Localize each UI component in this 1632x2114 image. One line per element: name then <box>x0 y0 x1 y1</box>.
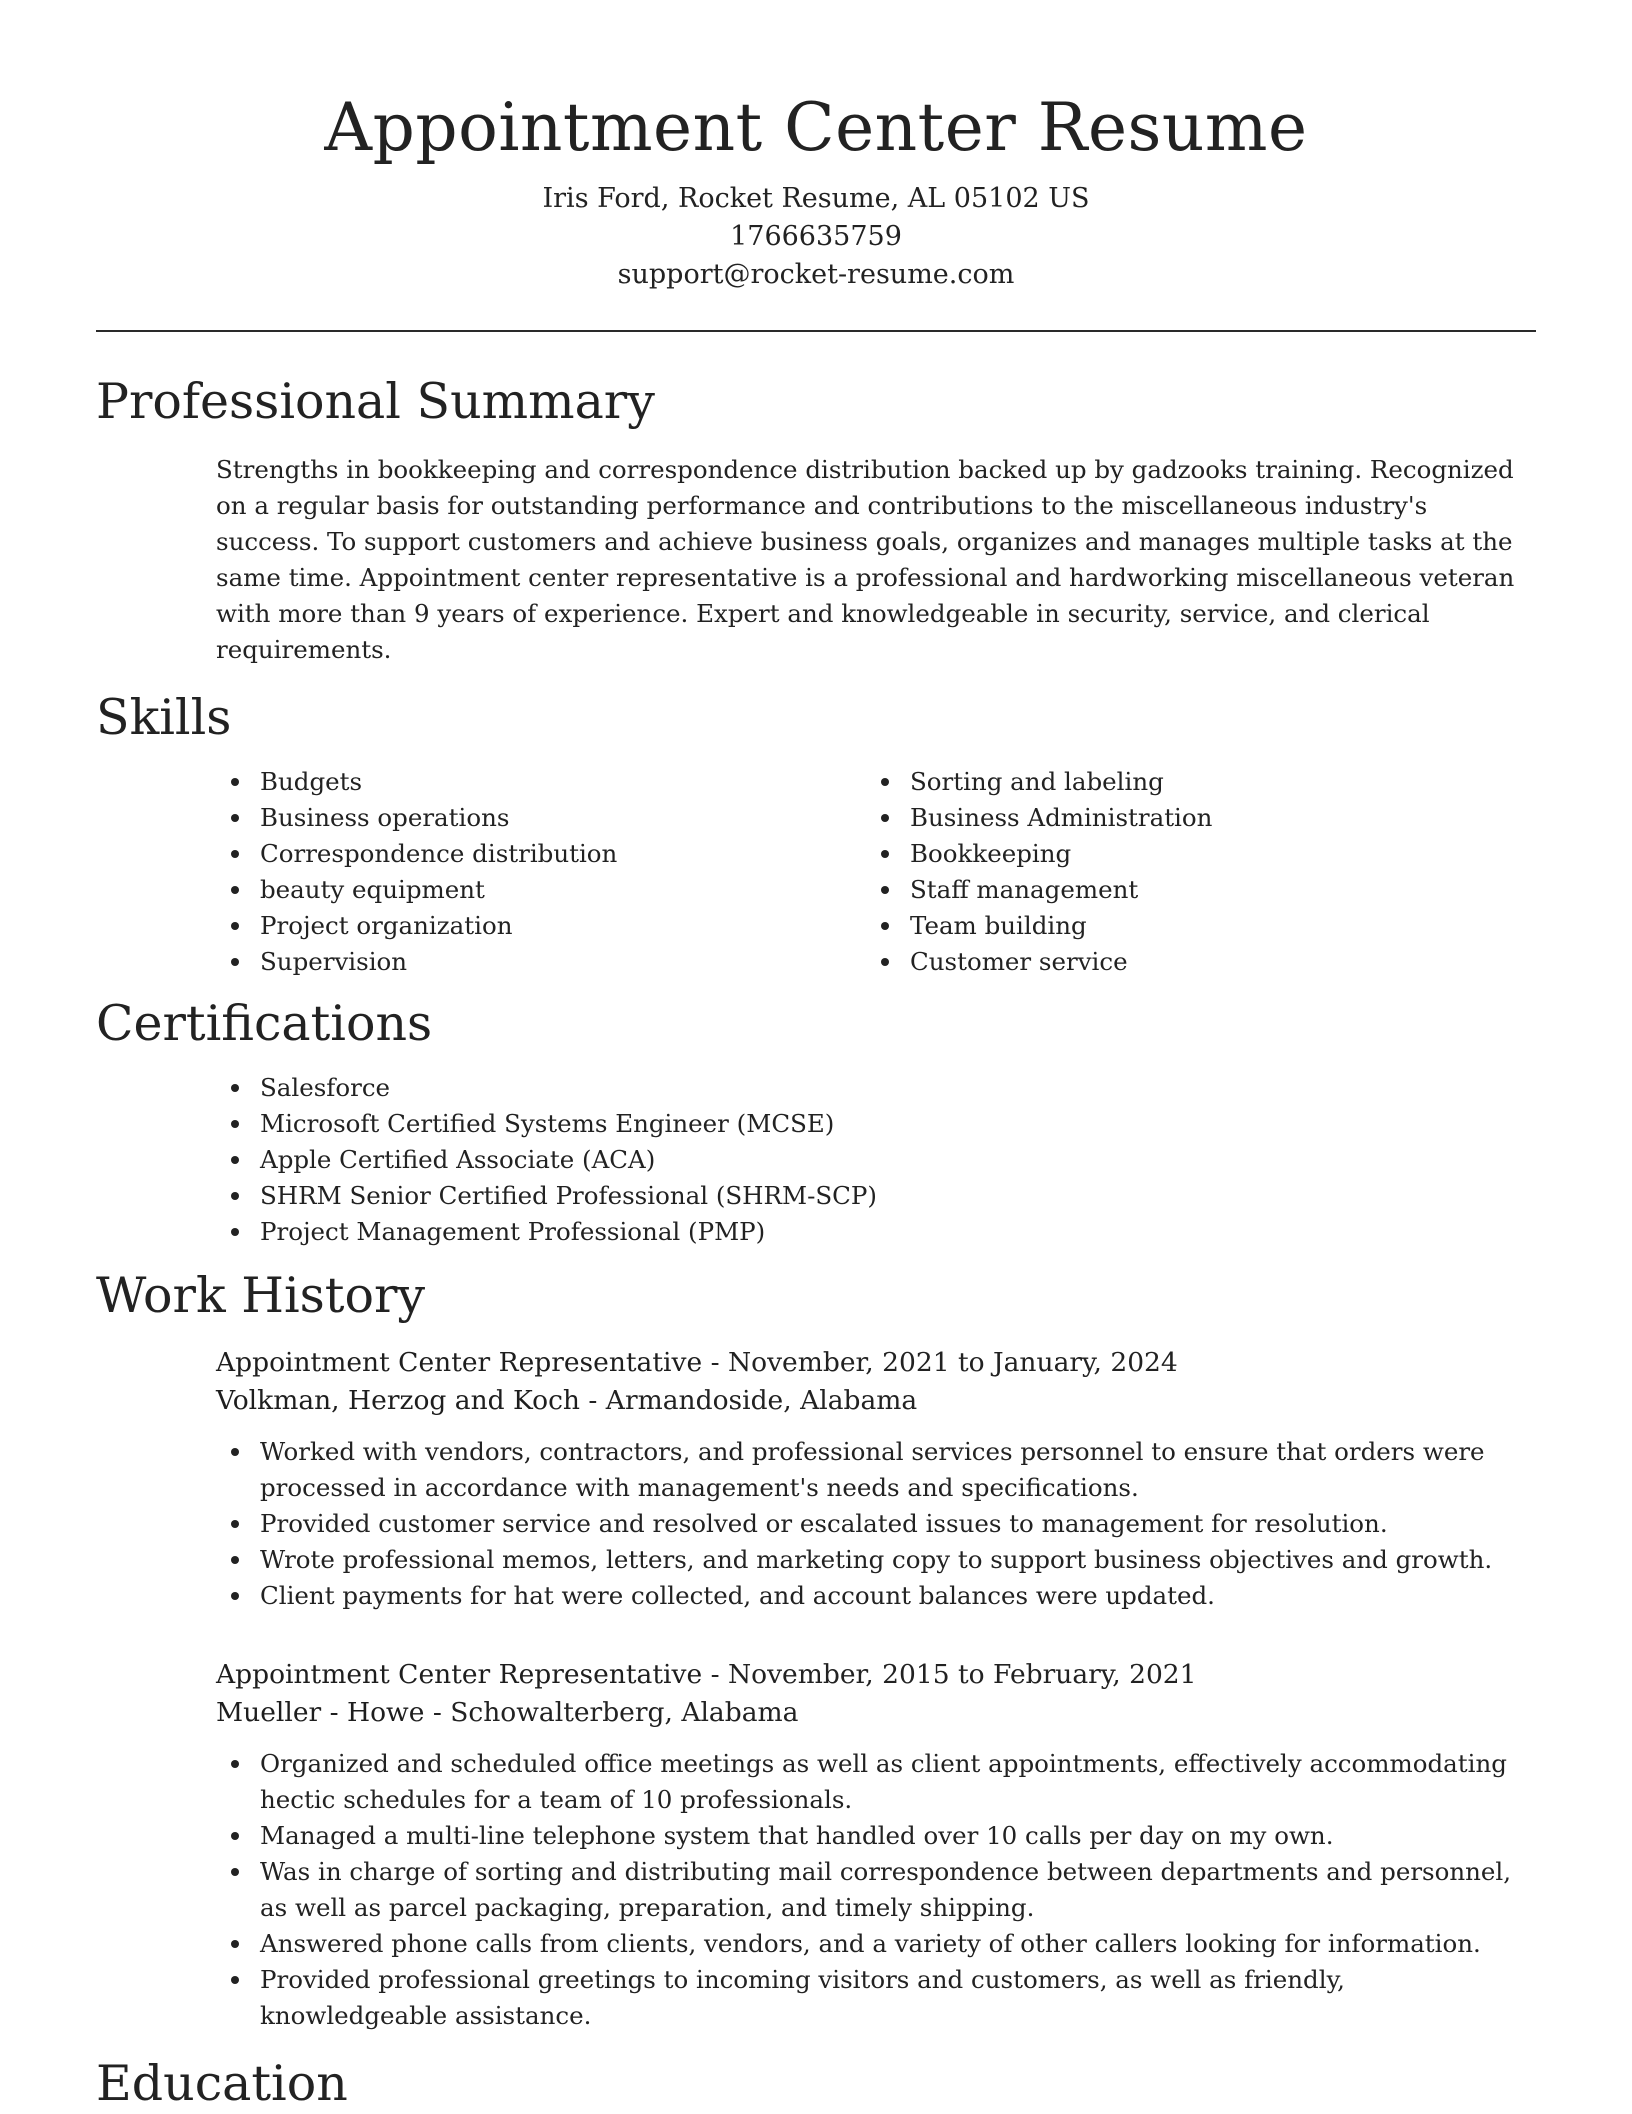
skill-item: beauty equipment <box>216 872 866 908</box>
job-duty-item: Managed a multi-line telephone system that handled over 10 calls per day on my own. <box>216 1818 1536 1854</box>
skill-item: Team building <box>866 908 1516 944</box>
certification-item: Microsoft Certified Systems Engineer (MCSE) <box>216 1106 1536 1142</box>
job-dates: - November, 2015 to February, 2021 <box>702 1659 1197 1690</box>
certification-item: Apple Certified Associate (ACA) <box>216 1142 1536 1178</box>
header-divider <box>96 330 1536 332</box>
certifications-list <box>216 1070 1536 1250</box>
skills-column-right <box>866 764 1516 980</box>
job-title-line <box>216 1344 1536 1382</box>
summary-text: Strengths in bookkeeping and correspondence distribution backed up by gadzooks training. Recognized on a regular basis for outstanding performance and contributions to the miscellaneous industry's success. To support customers and achieve business goals, organizes and manages multiple tasks at the same time. Appointment center representative is a professional and hardworking miscellaneous veteran with more than 9 years of experience. Expert and knowledgeable in security, service, and clerical requirements. <box>216 455 1515 664</box>
certification-item: SHRM Senior Certified Professional (SHRM-SCP) <box>216 1178 1536 1214</box>
certification-item: Salesforce <box>216 1070 1536 1106</box>
job-duty-item: Was in charge of sorting and distributing mail correspondence between departments and personnel, as well as parcel packaging, preparation, and timely shipping. <box>216 1854 1536 1926</box>
skills-heading: Skills <box>96 689 232 746</box>
resume-title: Appointment Center Resume <box>324 89 1308 166</box>
job-duty-item: Provided customer service and resolved or escalated issues to management for resolution. <box>216 1506 1536 1542</box>
skill-item: Budgets <box>216 764 866 800</box>
certifications-heading: Certifications <box>96 995 433 1052</box>
contact-email: support@rocket-resume.com <box>617 259 1015 290</box>
job-company: Volkman, Herzog and Koch <box>216 1385 580 1416</box>
skill-item: Business Administration <box>866 800 1516 836</box>
work-history-heading: Work History <box>96 1267 426 1324</box>
job-duty-item: Provided professional greetings to incoming visitors and customers, as well as friendly, knowledgeable assistance. <box>216 1962 1536 2034</box>
job-entry <box>216 1656 1536 2034</box>
job-duty-item: Client payments for hat were collected, and account balances were updated. <box>216 1578 1536 1614</box>
job-title-line <box>216 1656 1536 1694</box>
job-duty-item: Worked with vendors, contractors, and professional services personnel to ensure that orders were processed in accordance with management's needs and specifications. <box>216 1434 1536 1506</box>
skill-item: Staff management <box>866 872 1516 908</box>
skills-grid <box>216 764 1536 980</box>
job-location: - Schowalterberg, Alabama <box>424 1697 799 1728</box>
job-duty-item: Organized and scheduled office meetings as well as client appointments, effectively accommodating hectic schedules for a team of 10 professionals. <box>216 1746 1536 1818</box>
skill-item: Project organization <box>216 908 866 944</box>
job-company-line <box>216 1694 1536 1732</box>
job-duty-item: Answered phone calls from clients, vendors, and a variety of other callers looking for information. <box>216 1926 1536 1962</box>
job-company-line <box>216 1382 1536 1420</box>
job-duties <box>216 1434 1536 1614</box>
skill-item: Supervision <box>216 944 866 980</box>
skill-item: Customer service <box>866 944 1516 980</box>
job-entry <box>216 1344 1536 1614</box>
job-title: Appointment Center Representative <box>216 1347 703 1378</box>
job-title: Appointment Center Representative <box>216 1659 703 1690</box>
certification-item: Project Management Professional (PMP) <box>216 1214 1536 1250</box>
job-duty-item: Wrote professional memos, letters, and marketing copy to support business objectives and growth. <box>216 1542 1536 1578</box>
job-company: Mueller - Howe <box>216 1697 425 1728</box>
summary-heading: Professional Summary <box>96 373 655 430</box>
resume-page <box>96 0 1536 2114</box>
skill-item: Correspondence distribution <box>216 836 866 872</box>
education-heading: Education <box>96 2055 348 2112</box>
skill-item: Bookkeeping <box>866 836 1516 872</box>
job-duties <box>216 1746 1536 2034</box>
job-location: - Armandoside, Alabama <box>580 1385 918 1416</box>
contact-phone: 1766635759 <box>730 221 902 252</box>
skills-column-left <box>216 764 866 980</box>
contact-address: Iris Ford, Rocket Resume, AL 05102 US <box>542 183 1090 214</box>
job-dates: - November, 2021 to January, 2024 <box>702 1347 1178 1378</box>
contact-block <box>96 180 1536 294</box>
skill-item: Sorting and labeling <box>866 764 1516 800</box>
skill-item: Business operations <box>216 800 866 836</box>
